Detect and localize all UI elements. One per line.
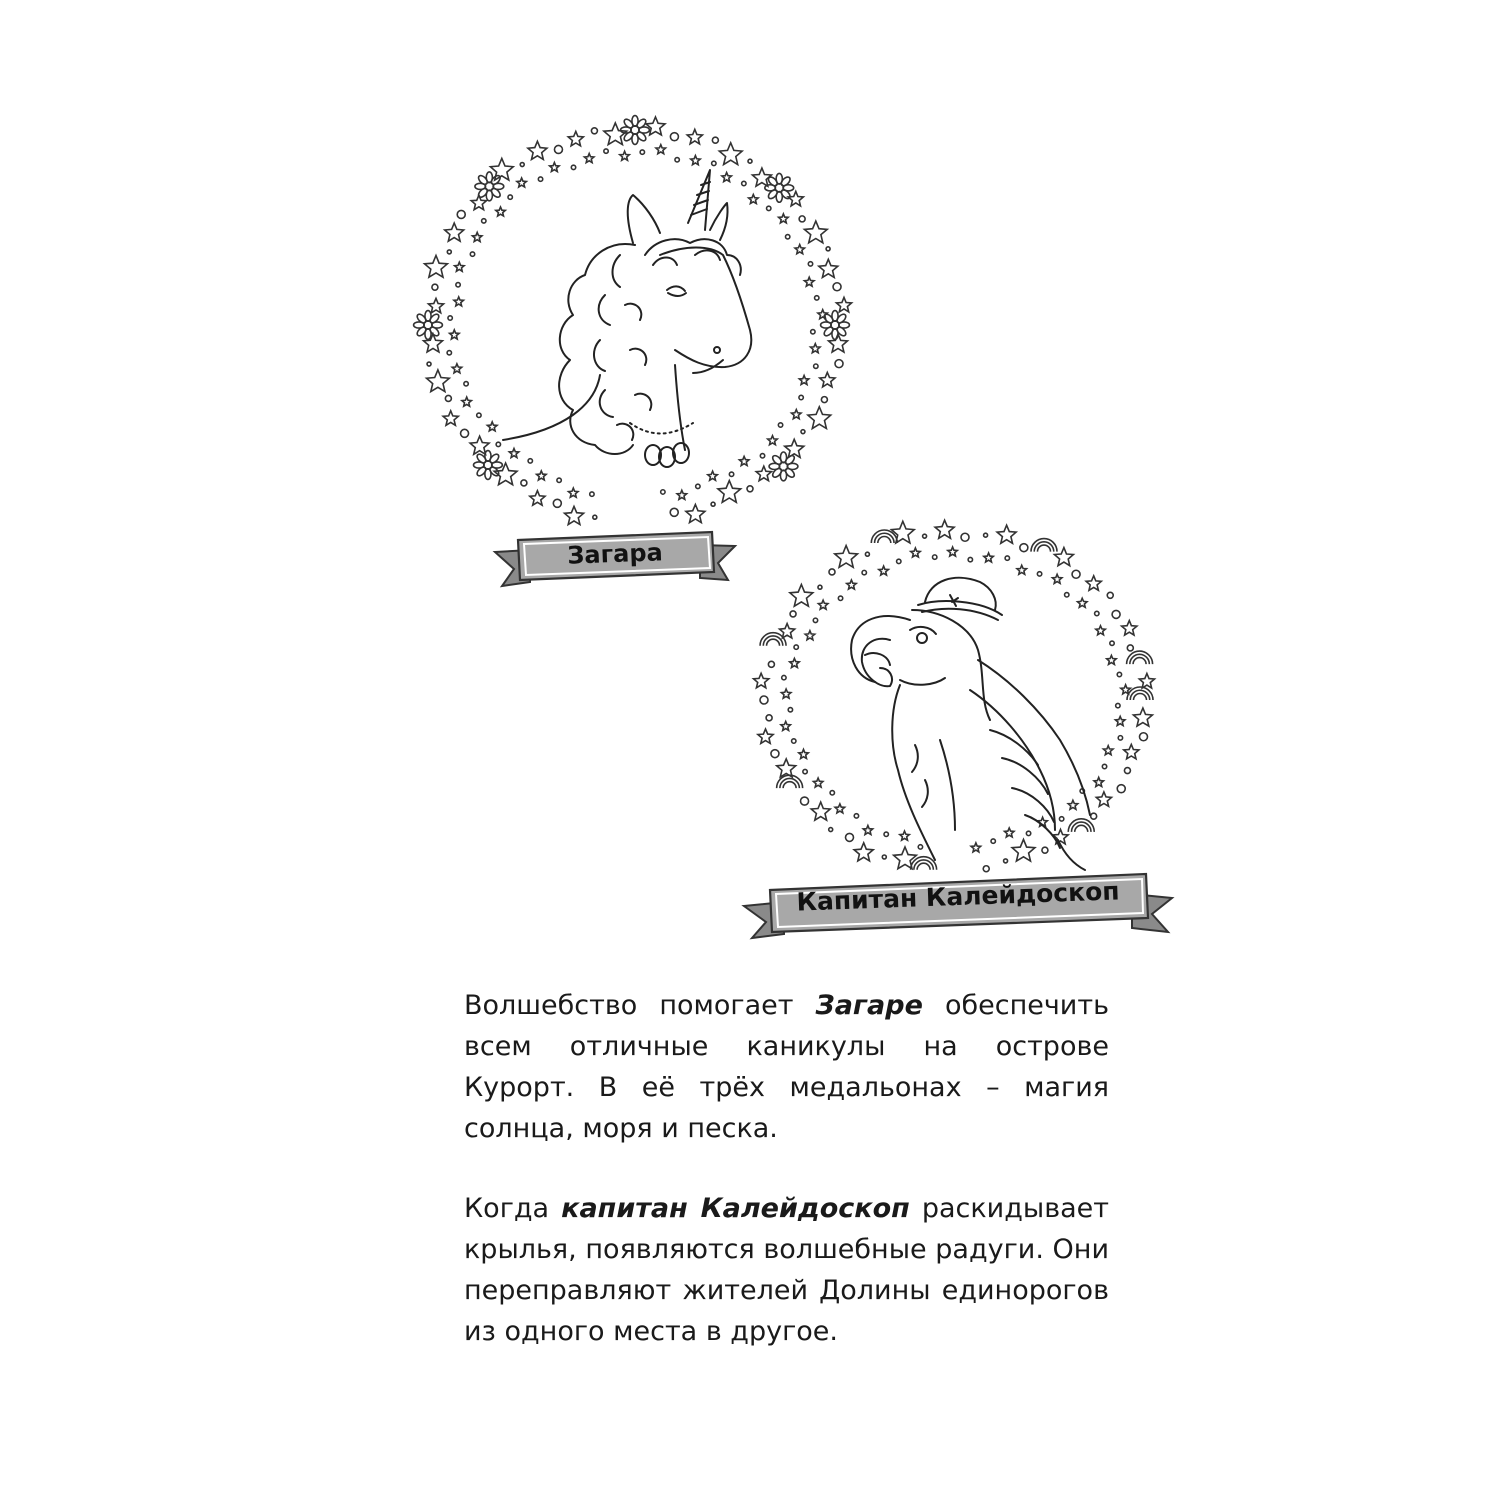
star-icon [1124,744,1139,758]
star-icon [879,566,889,575]
dot-icon [794,645,798,649]
flower-icon [769,452,798,481]
dot-icon [1005,556,1009,560]
star-icon [1122,621,1137,636]
star-icon [781,689,791,698]
star-icon [537,471,547,480]
flower-icon [621,116,650,145]
star-icon [820,372,835,387]
star-icon [811,344,821,353]
dot-icon [799,216,805,222]
star-icon [620,151,630,160]
dot-icon [766,715,772,721]
dot-icon [538,177,542,181]
rainbow-icon [1068,819,1094,832]
dot-icon [712,161,716,165]
dot-icon [760,696,768,704]
dot-icon [1118,736,1122,740]
star-icon [818,310,828,319]
star-icon [1052,574,1062,583]
dot-icon [838,596,842,600]
dot-icon [923,534,927,538]
dot-icon [933,555,937,559]
dot-icon [661,490,665,494]
star-icon [792,410,802,419]
dot-icon [461,429,469,437]
dot-icon [445,395,451,401]
dot-icon [670,508,678,516]
dot-icon [747,486,753,492]
star-icon [450,330,460,339]
star-icon [768,436,778,445]
dot-icon [742,181,746,185]
star-icon [550,163,560,172]
star-icon [1133,708,1152,726]
dot-icon [803,769,807,773]
star-icon [984,553,994,562]
dot-icon [1124,768,1130,774]
dot-icon [771,750,779,758]
star-icon [804,277,814,286]
dot-icon [477,413,481,417]
star-icon [425,256,448,278]
rainbow-icon [1127,651,1153,664]
dot-icon [835,360,843,368]
dot-icon [456,283,460,287]
star-icon [811,802,830,820]
dot-icon [432,284,438,290]
star-icon [1017,565,1027,574]
star-icon [708,471,718,480]
dot-icon [1042,847,1048,853]
star-icon [836,297,851,312]
star-icon [808,407,831,429]
star-icon [584,154,594,163]
star-icon [1094,777,1104,786]
character-name-label: Загара [566,538,664,570]
dot-icon [590,492,594,496]
dot-icon [829,569,835,575]
star-icon [777,759,796,777]
unicorn-icon [503,170,751,467]
star-icon [900,831,910,840]
dot-icon [813,618,817,622]
dot-icon [1091,813,1097,819]
star-icon [819,259,838,277]
dot-icon [457,210,465,218]
dot-icon [496,442,500,446]
star-icon [569,488,579,497]
dot-icon [1112,610,1120,618]
star-icon [813,778,823,787]
star-icon [496,207,506,216]
dot-icon [768,661,774,667]
dot-icon [508,195,512,199]
star-icon [443,411,458,426]
star-icon [472,232,482,241]
dot-icon [811,330,815,334]
parrot-medallion [740,510,1170,880]
star-icon [1139,674,1154,689]
unicorn-illustration [405,105,865,545]
dot-icon [991,839,995,843]
star-icon [487,422,497,431]
star-icon [517,178,527,187]
dot-icon [818,585,822,589]
dot-icon [640,150,644,154]
dot-icon [790,611,796,617]
star-icon [1103,746,1113,755]
floral-wreath [414,116,852,525]
star-icon [494,463,517,485]
paragraph-rest: обеспечить всем отличные каникулы на острове Курорт. В её трёх медальонах – магия солнца, моря и песка. [464,990,1109,1144]
dot-icon [675,158,679,162]
dot-icon [778,423,782,427]
star-icon [445,223,464,241]
dot-icon [1037,572,1041,576]
dot-icon [767,206,771,210]
dot-icon [591,128,597,134]
flower-icon [414,311,443,340]
star-icon [1096,792,1111,806]
star-icon [454,297,464,306]
star-icon [1068,800,1078,809]
dot-icon [882,855,886,859]
parrot-icon [851,578,1090,870]
dot-icon [833,283,841,291]
star-icon [997,525,1016,543]
star-icon [1078,598,1088,607]
dot-icon [670,133,678,141]
character-name-emphasis: Загаре [815,990,923,1021]
dot-icon [884,832,888,836]
description-paragraph-zagara [464,985,1109,1149]
dot-icon [808,262,812,266]
dot-icon [815,296,819,300]
star-icon [424,334,443,352]
dot-icon [788,708,792,712]
dot-icon [1065,593,1069,597]
dot-icon [470,252,474,256]
dot-icon [801,430,805,434]
dot-icon [918,845,922,849]
dot-icon [571,165,575,169]
dot-icon [830,791,834,795]
parrot-illustration [740,510,1170,880]
star-icon [847,580,857,589]
dot-icon [520,163,524,167]
star-icon [804,221,827,243]
star-icon [1012,839,1035,861]
star-icon [452,364,462,373]
dot-icon [821,397,827,403]
rainbow-icon [760,633,786,646]
star-icon [835,804,845,813]
character-name-label: Капитан Калейдоскоп [796,876,1120,917]
dot-icon [854,814,858,818]
name-ribbon-zagara [490,520,740,600]
dot-icon [1116,703,1120,707]
star-icon [788,191,803,206]
dot-icon [464,382,468,386]
star-icon [781,721,791,730]
paragraph-lead: Волшебство помогает [464,990,816,1021]
star-icon [795,245,805,254]
dot-icon [593,515,597,519]
unicorn-medallion [405,105,865,545]
star-icon [935,520,954,538]
star-icon [863,826,873,835]
dot-icon [482,219,486,223]
star-icon [719,143,742,165]
star-icon [530,491,545,506]
dot-icon [553,499,561,507]
star-icon [718,481,741,503]
star-icon [691,156,701,165]
dot-icon [1102,764,1106,768]
rainbow-icon [1031,539,1057,552]
star-icon [749,195,759,204]
star-icon [799,749,809,758]
dot-icon [448,316,452,320]
dot-icon [1139,733,1147,741]
star-icon [790,658,800,667]
name-ribbon-kaleidoscope [740,862,1176,944]
star-icon [739,456,749,465]
star-icon [754,673,769,688]
paragraph-rest: раскидывает крылья, появляются волшебные радуги. Они переправляют жителей Долины единорогов из одного места в другое. [464,1193,1110,1347]
dot-icon [447,351,451,355]
dot-icon [554,145,562,153]
star-icon [818,600,828,609]
star-icon [455,262,465,271]
star-icon [528,141,547,159]
dot-icon [711,502,715,506]
dot-icon [814,364,818,368]
star-icon [790,585,813,607]
dot-icon [1059,817,1063,821]
dot-icon [521,480,527,486]
dot-icon [1127,645,1133,651]
dot-icon [785,235,789,239]
dot-icon [1026,831,1030,835]
dot-icon [792,739,796,743]
dot-icon [447,250,451,254]
dot-icon [826,247,830,251]
dot-icon [1095,611,1099,615]
dot-icon [897,559,901,563]
rainbow-icon [1127,687,1153,700]
star-icon [509,449,519,458]
star-icon [758,729,773,743]
dot-icon [528,459,532,463]
star-icon [677,490,687,499]
dot-icon [829,828,833,832]
dot-icon [729,472,733,476]
star-icon [428,298,443,312]
dot-icon [1107,592,1113,598]
star-icon [656,145,666,154]
dot-icon [801,797,809,805]
star-icon [971,843,981,852]
star-icon [1096,626,1106,635]
paragraph-lead: Когда [464,1193,562,1224]
dot-icon [748,159,752,163]
star-icon [785,439,804,457]
dot-icon [799,395,803,399]
star-icon [891,521,914,543]
star-icon [1005,828,1015,837]
star-icon [427,370,450,392]
star-icon [835,546,858,568]
dot-icon [1117,785,1125,793]
star-icon [604,123,627,145]
dot-icon [845,833,853,841]
dot-icon [1110,641,1114,645]
dot-icon [557,478,561,482]
dot-icon [712,137,718,143]
dot-icon [760,454,764,458]
star-icon [948,547,958,556]
description-paragraph-kaleidoscope [464,1188,1109,1352]
dot-icon [1072,570,1080,578]
flower-icon [474,451,503,480]
dot-icon [1020,544,1028,552]
star-icon [722,173,732,182]
dot-icon [961,533,969,541]
star-icon [1086,576,1101,591]
dot-icon [968,557,972,561]
dot-icon [782,675,786,679]
star-icon [779,214,789,223]
character-name-emphasis: капитан Калейдоскоп [561,1193,910,1224]
dot-icon [862,570,866,574]
dot-icon [865,552,869,556]
star-icon [568,131,583,145]
dot-icon [696,484,700,488]
dot-icon [604,149,608,153]
dot-icon [427,362,431,366]
star-icon [1053,829,1068,844]
star-icon [799,376,809,385]
star-icon [1115,716,1125,725]
dot-icon [1117,672,1121,676]
dot-icon [984,533,988,537]
star-icon [462,397,472,406]
star-icon [805,631,815,640]
star-icon [1121,685,1131,694]
star-icon [911,548,921,557]
star-icon [854,843,873,861]
star-icon [1107,655,1117,664]
star-icon [687,129,702,144]
